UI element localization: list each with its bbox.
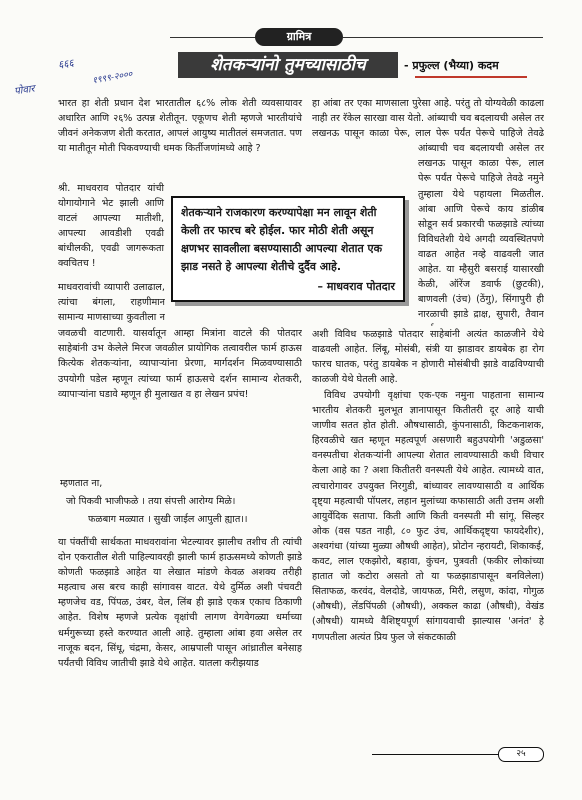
left-col-farmhouse: [58, 535, 302, 765]
left-col-intro: [58, 96, 302, 156]
paragraph: या पंक्तींची सार्थकता माधवरावांना भेटल्यावर झालीच तशीच ती त्यांची दोन एकरातील शेती पाहिल्यावरही झाली फार्म हाऊसमध्ये कोणती झाडे कोणती फळझाडे आहेत या लेखात मांडणे केवळ अशक्य तरीही महत्वाच अस बरच काही सांगावस वाटत. येथे दुर्मिळ अशी पंचवटी म्हणजेच वड, पिंपळ, उंबर, वेल, लिंब ही झाडे एकत्र एकाच ठिकाणी आहेत. विशेष म्हणजे प्रत्येक वृक्षांची लागण वेगवेगळ्या धर्माच्या धर्मगुरूच्या हस्ते करण्यात आली आहे. तुम्हाला आंबा हवा असेल तर नाजूक बदन, सिंधू, चंद्रमा, केसर, आम्रपाली पासून आंध्रातील बनेसाह पर्यंतची विविध जातीची झाडे येथे आहेत. यातला करीझयाड: [58, 537, 302, 669]
article-title: शेतकऱ्यांनो तुमच्यासाठीच: [178, 52, 398, 78]
right-col-top: [312, 96, 544, 141]
paragraph: आंब्याची चव बदलायची असेल तर लखनऊ पासून काळा पेरू, लाल पेरू पर्यंत पेरूचे पाहिजे तेवढे नमुने तुम्हाला येथे पहायला मिळतील. आंबा आणि पेरूचे काय डांळीब सोडून सर्व प्रकारची फळझाडे त्यांच्या विविधतेशी येथे अगदी व्यवस्थितपणे वाढत आहेत नव्हे वाढवली जात आहेत. या म्हैसुरी बसराई यासारखी केळी, ऑरेंज डवार्फ (छुटकी), बाणवली (उंच) (ठेंगु), सिंगापुरी ही नारळाची झाडे द्राक्ष, सुपारी, तैवान: [418, 143, 544, 321]
author-underline: [415, 76, 527, 78]
masthead: [255, 28, 343, 46]
left-col-meeting: [58, 181, 164, 272]
verse-line-1: जो पिकवी भाजीफळे । तया संपत्ती आरोग्य मिळे।: [66, 496, 236, 507]
paragraph: माधवरावांची व्यापारी उलाढाल, त्यांचा बंगला, राहणीमान सामान्य माणसाच्या कुवतीला न: [58, 282, 165, 324]
left-col-lifestyle-head: [58, 280, 165, 325]
quote-text: शेतकऱ्याने राजकारण करण्यापेक्षा मन लावून शेती केली तर फारच बरे होईल. फार मोठी शेती असून क्षणभर सावलीला बसण्यासाठी आपल्या शेतात एक झाड नसते हे आपल्या शेतीचे दुर्दैव आहे.: [181, 206, 383, 273]
right-col-side: [418, 141, 544, 326]
handwritten-note: पोवार: [13, 83, 36, 98]
masthead-rule-left: [170, 37, 256, 38]
article-author: - प्रफुल्ल (भैय्या) कदम: [404, 59, 499, 72]
handwritten-year: १९९९-२०००: [91, 69, 134, 87]
right-col-citrus: [312, 327, 544, 387]
paragraph: भारत हा शेती प्रधान देश भारतातील ६८% लोक शेती व्यवसायावर अधारित आणि २६% उत्पन्न शेतीतून. एकूणच शेती म्हणजे भारतीयांचे जीवनं अनेकजण शेती करतात, आपलं आयुष्य मातीतलं समजतात. पण या मातीतून मोती पिकवण्याची धमक किर्तीजणांमध्ये आहे ?: [58, 98, 302, 155]
footer-rule: [372, 754, 498, 755]
masthead-rule-right: [343, 37, 543, 38]
paragraph: अशी विविध फळझाडे पोतदार साहेबांनी अत्यंत काळजीने येथे वाढवली आहेत. लिंबू, मोसंबी, संत्री या झाडावर डायबेक हा रोग फारच घातक, परंतु डायबेक न होणारी मोसंबीची झाडे वाढविण्याची काळजी येथे घेतली आहे.: [312, 329, 544, 386]
paragraph: विविध उपयोगी वृक्षांचा एक-एक नमुना पाहताना सामान्य भारतीय शेतकरी मुलभूत ज्ञानापासून कितीतरी दूर आहे याची जाणीव सतत होत होती. औषधासाठी, कुंपनासाठी, किटकनाशक, हिरवळीचे खत म्हणून महत्वपूर्ण असणारी बहुउपयोगी 'अडुळसा' वनस्पतीचा शेतकऱ्यांनी आपल्या शेतात लावण्यासाठी कधी विचार केला आहे का ? अशा कितीतरी वनस्पती येथे आहेत. त्यामध्ये वात, त्वचारोगावर उपयुक्त निरगुडी, बांध्यावर लावण्यासाठी व आर्थिक दृष्ट्या महत्वाची पॉपलर, लहान मुलांच्या कफासाठी अती उत्तम अशी आयुर्वेदिक सतापा. किती आणि किती वनस्पती मी सांगू. सिल्हर ओक (वस पडत नाही, ८० फुट उंच, आर्थिकदृष्ट्या फायदेशीर), अश्वगंधा (यांच्या मुळ्या औषधी आहेत), प्रोटोन न्हरायटी, शिकाकई, कवट, लाल एकझोरो, बहावा, कुंचन, पुत्रवती (फकीर लोकांच्या हातात जो कटोरा असतो तो या फळझाडापासून बनविलेला) सिताफळ, करवंद, वेलदोडे, जायफळ, मिरी, लसुण, कांदा, गोगुळ (औषधी), लेंडपिंपळी (औषधी), अक्कल काढा (औषधी), वेखंड (औषधी) यामध्ये वैशिष्ट्यपूर्ण सांगायवाची झाल्यास 'अनंत' हे गणपतीला अत्यंत प्रिय फुल जे संकटकाळी: [312, 390, 544, 643]
paragraph: श्री. माधवराव पोतदार यांची योगायोगाने भेट झाली आणि वाटलं आपल्या मातीशी, आपल्या आवडीशी एवढी बांधीलकी, एवढी जागरूकता क्वचितच !: [58, 183, 164, 270]
handwritten-number: ६६६: [57, 57, 75, 72]
left-col-lifestyle-body: [58, 326, 302, 471]
verse-line-2: फळबाग मळ्यात । सुखी जाईल आपुली ह्यात।।: [88, 514, 248, 525]
verse-intro: म्हणतात ना,: [60, 478, 103, 489]
right-col-plants: [312, 388, 544, 750]
quote-author: – माधवराव पोतदार: [317, 280, 395, 293]
paragraph: जवळची वाटणारी. यासर्वातून आम्हा मित्रांना वाटले की पोतदार साहेबांनी उभ केलेले मिरज जवळील प्रायोगिक तत्वावरील फार्म हाऊस कित्येक शेतकऱ्यांना, व्यापाऱ्यांना प्रेरणा, मार्गदर्शन मिळवण्यासाठी उपयोगी पडेल म्हणून त्यांच्या फार्म हाऊसचे दर्शन सामान्य शेतकरी, व्यापाऱ्यांना घडावे म्हणून ही मुलाखत व हा लेखन प्रपंच!: [58, 328, 302, 400]
page-number: २५: [498, 747, 544, 762]
pull-quote: [171, 196, 405, 302]
paragraph: हा आंबा तर एका माणसाला पुरेसा आहे. परंतु तो योग्यवेळी काढला नाही तर रॅकेल सारखा वास येतो. आंब्याची चव बदलायची असेल तर लखनऊ पासून काळा पेरू, लाल पेरू पर्यंत पेरूचे पाहिजे तेवढे: [312, 98, 544, 140]
masthead-title: ग्रामित्र: [255, 28, 343, 46]
